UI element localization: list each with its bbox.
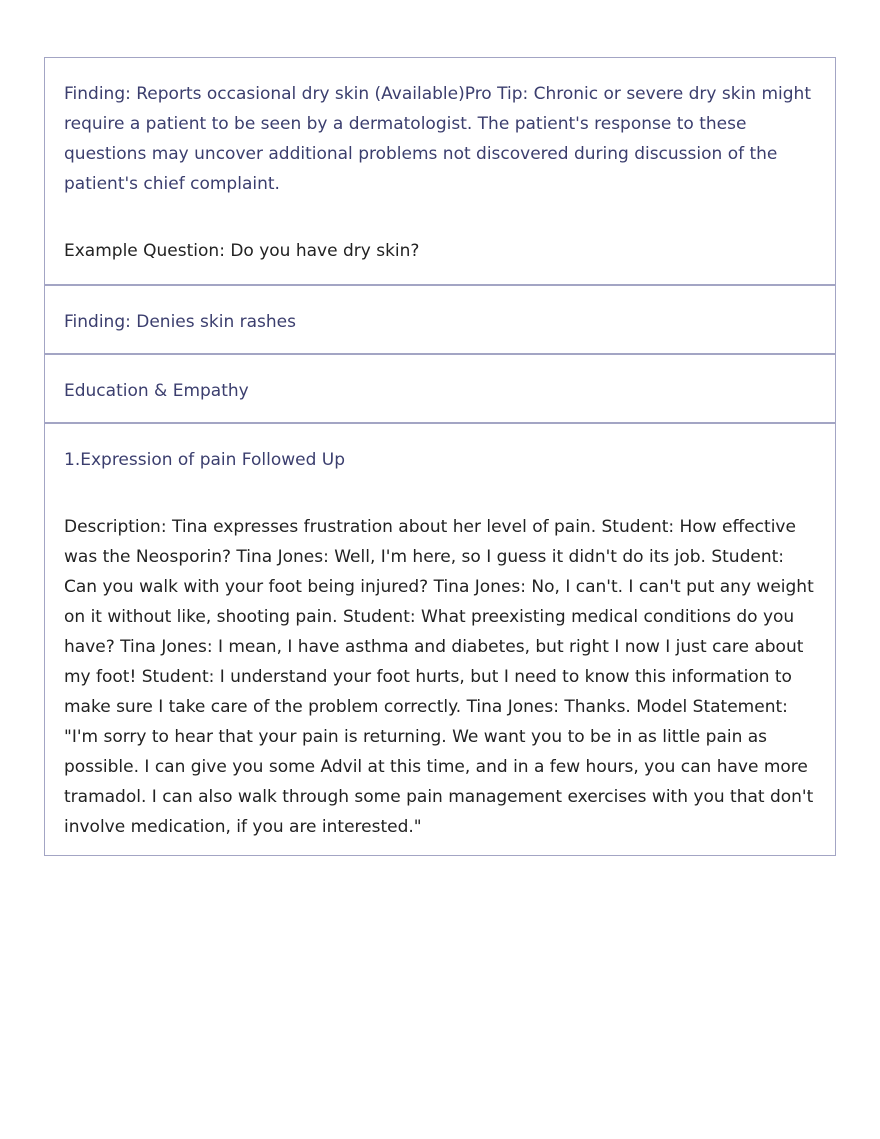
section-heading: Education & Empathy xyxy=(64,381,249,401)
finding-row-skin-rashes xyxy=(45,284,835,353)
section-heading-row xyxy=(45,353,835,422)
empathy-item-title: 1.Expression of pain Followed Up xyxy=(64,450,346,470)
finding-text: Finding: Reports occasional dry skin (Available)Pro Tip: Chronic or severe dry skin might require a patient to be seen by a dermatologist. The patient's response to these questions may uncover additional problems not discovered during discussion of the patient's chief complaint. xyxy=(64,84,811,194)
findings-table xyxy=(44,57,836,856)
finding-row-dry-skin xyxy=(45,58,835,284)
empathy-item-row xyxy=(45,422,835,855)
finding-text: Finding: Denies skin rashes xyxy=(64,312,296,332)
example-question: Example Question: Do you have dry skin? xyxy=(64,241,420,261)
empathy-item-description: Description: Tina expresses frustration about her level of pain. Student: How effective was the Neosporin? Tina Jones: Well, I'm here, so I guess it didn't do its job. Student: Can you walk with your foot being injured? Tina Jones: No, I can't. I can't put any weight on it without like, shooting pain. Student: What preexisting medical conditions do you have? Tina Jones: I mean, I have asthma and diabetes, but right I now I just care about my foot! Student: I understand your foot hurts, but I need to know this information to make sure I take care of the problem correctly. Tina Jones: Thanks. Model Statement: "I'm sorry to hear that your pain is returning. We want you to be in as little pain as possible. I can give you some Advil at this time, and in a few hours, you can have more tramadol. I can also walk through some pain management exercises with you that don't involve medication, if you are interested." xyxy=(64,517,814,837)
